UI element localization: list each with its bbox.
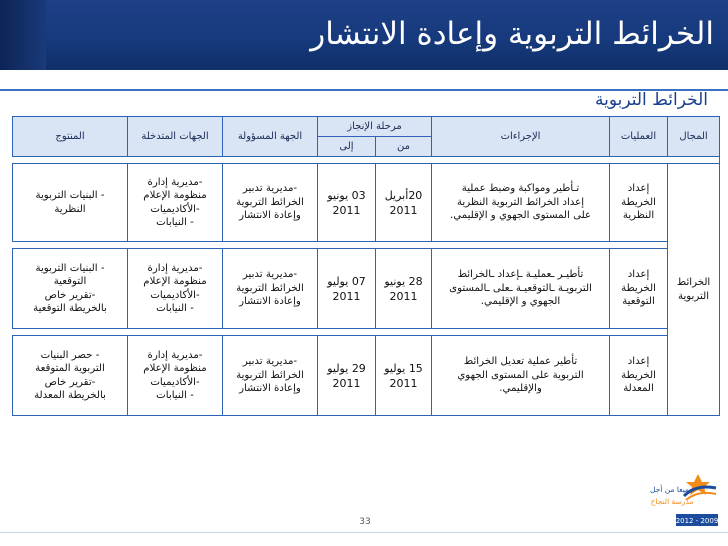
operation-cell: إعداد الخريطة المعدلة <box>610 336 668 416</box>
table-row <box>13 249 720 329</box>
header-responsible: الجهة المسؤولة <box>223 117 318 157</box>
procedures-cell: تأطير عملية تعديل الخرائط التربوية على المستوى الجهوي والإقليمي. <box>432 336 610 416</box>
responsible-cell: -مديرية تدبير الخرائط التربوية وإعادة الانتشار <box>223 164 318 242</box>
page-number: 33 <box>359 517 371 527</box>
from-date-cell: 28 يونيو 2011 <box>376 249 432 329</box>
to-date-cell: 07 يوليو 2011 <box>318 249 376 329</box>
header-output: المنتوج <box>13 117 128 157</box>
success-school-logo <box>636 470 720 532</box>
header-domain: المجال <box>668 117 720 157</box>
table-row <box>13 164 720 242</box>
spacer-row <box>13 157 720 164</box>
output-cell: - البنيات التربوية التوقعية -تقرير خاص بالخريطة التوقعية <box>13 249 128 329</box>
title-bar <box>0 0 728 70</box>
logo-years: 2012 - 2009 <box>675 517 719 525</box>
procedures-cell: تـأطير ومواكبة وضبط عملية إعداد الخرائط التربوية النظرية على المستوى الجهوي و الإقليمي. <box>432 164 610 242</box>
logo-line2: مدرسة النجاح <box>650 497 694 506</box>
spacer-row <box>13 242 720 249</box>
spacer-row <box>13 329 720 336</box>
title-bar-accent <box>0 0 46 70</box>
stakeholders-cell: -مديرية إدارة منظومة الإعلام -الأكاديميات - النيابات <box>128 336 223 416</box>
header-from: من <box>376 137 432 157</box>
planning-table <box>12 116 720 416</box>
responsible-cell: -مديرية تدبير الخرائط التربوية وإعادة الانتشار <box>223 336 318 416</box>
logo-line1: جميعا من أجل <box>649 485 695 494</box>
to-date-cell: 03 يونيو 2011 <box>318 164 376 242</box>
output-cell: - البنيات التربوية النظرية <box>13 164 128 242</box>
header-procedures: الإجراءات <box>432 117 610 157</box>
domain-cell: الخرائط التربوية <box>668 164 720 416</box>
stakeholders-cell: -مديرية إدارة منظومة الإعلام -الأكاديميات - النيابات <box>128 249 223 329</box>
header-stakeholders: الجهات المتدخلة <box>128 117 223 157</box>
operation-cell: إعداد الخريطة التوقعية <box>610 249 668 329</box>
responsible-cell: -مديرية تدبير الخرائط التربوية وإعادة الانتشار <box>223 249 318 329</box>
to-date-cell: 29 يوليو 2011 <box>318 336 376 416</box>
from-date-cell: 20أبريل 2011 <box>376 164 432 242</box>
from-date-cell: 15 يوليو 2011 <box>376 336 432 416</box>
procedures-cell: تأطيـر ـعمليـة ـإعداد ـالخرائط التربويـة ـالتوقعيـة ـعلى ـالمستوى الجهوي و الإقليمي. <box>432 249 610 329</box>
bottom-divider <box>0 532 728 533</box>
header-to: إلى <box>318 137 376 157</box>
slide-subtitle: الخرائط التربوية <box>594 90 708 110</box>
output-cell: - حصر البنيات التربوية المتوقعة -تقرير خاص بالخريطة المعدلة <box>13 336 128 416</box>
operation-cell: إعداد الخريطة النظرية <box>610 164 668 242</box>
header-operations: العمليات <box>610 117 668 157</box>
stakeholders-cell: -مديرية إدارة منظومة الإعلام -الأكاديميات - النيابات <box>128 164 223 242</box>
header-phase: مرحلة الإنجاز <box>318 117 432 137</box>
slide-title: الخرائط التربوية وإعادة الانتشار <box>310 16 714 52</box>
table-row <box>13 336 720 416</box>
